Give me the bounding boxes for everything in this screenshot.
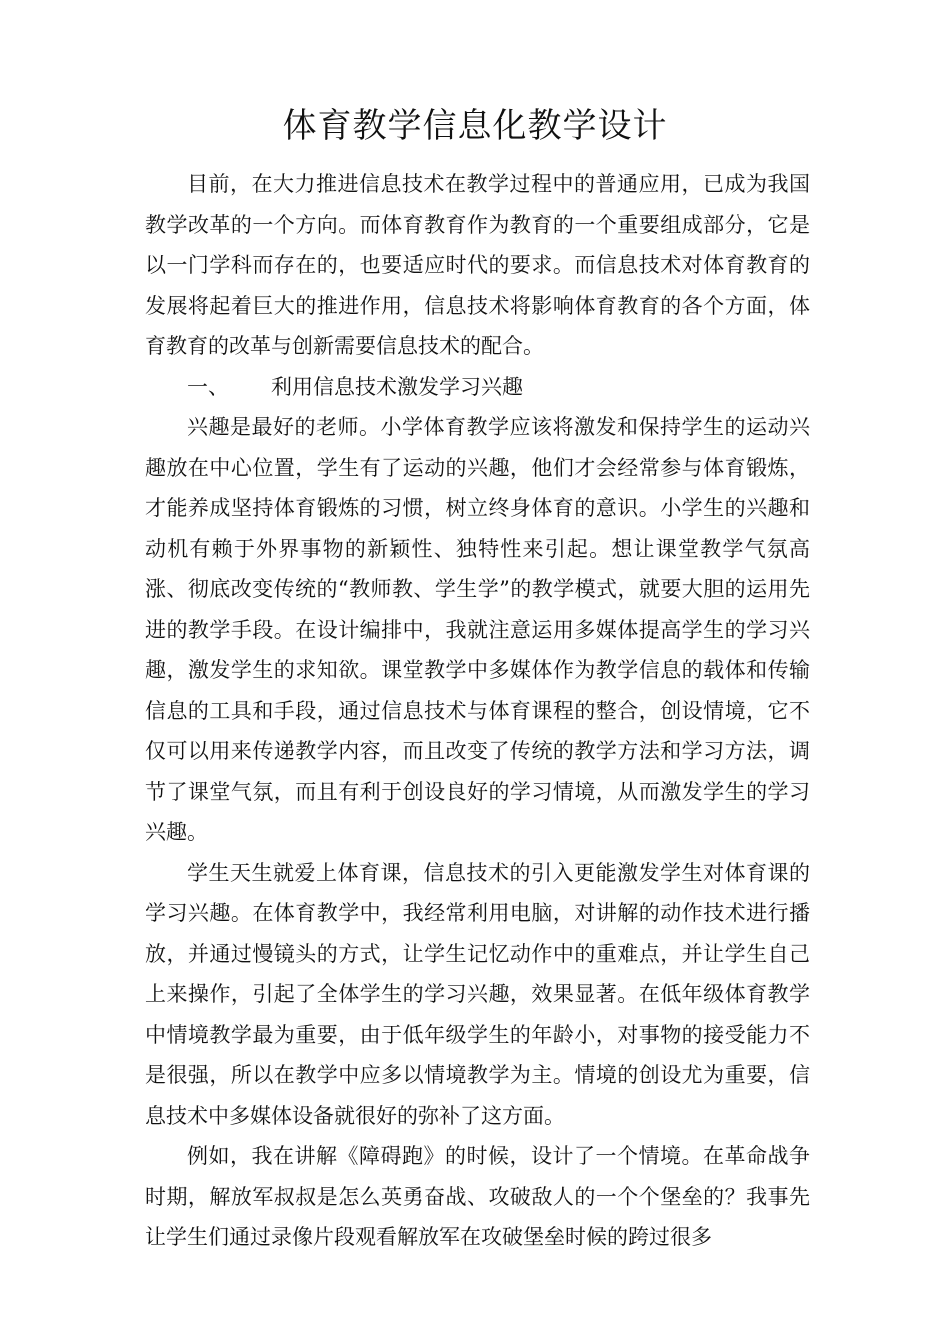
section-heading <box>145 367 810 408</box>
body-paragraph: 例如，我在讲解《障碍跑》的时候，设计了一个情境。在革命战争时期，解放军叔叔是怎么英勇奋战、攻破敌人的一个个堡垒的？我事先让学生们通过录像片段观看解放军在攻破堡垒时候的跨过很多 <box>145 1144 810 1249</box>
document-body <box>145 164 810 1258</box>
body-paragraph: 兴趣是最好的老师。小学体育教学应该将激发和保持学生的运动兴趣放在中心位置，学生有了运动的兴趣，他们才会经常参与体育锻炼，才能养成坚持体育锻炼的习惯，树立终身体育的意识。小学生的兴趣和动机有赖于外界事物的新颖性、独特性来引起。想让课堂教学气氛高涨、彻底改变传统的“教师教、学生学”的教学模式，就要大胆的运用先进的教学手段。在设计编排中，我就注意运用多媒体提高学生的学习兴趣，激发学生的求知欲。课堂教学中多媒体作为教学信息的载体和传输信息的工具和手段，通过信息技术与体育课程的整合，创设情境，它不仅可以用来传递教学内容，而且改变了传统的教学方法和学习方法，调节了课堂气氛，而且有利于创设良好的学习情境，从而激发学生的学习兴趣。 <box>145 415 810 844</box>
section-number: 一、 <box>187 374 229 399</box>
section-title: 利用信息技术激发学习兴趣 <box>271 374 523 399</box>
intro-paragraph: 目前，在大力推进信息技术在教学过程中的普通应用，已成为我国教学改革的一个方向。而体育教育作为教育的一个重要组成部分，它是以一门学科而存在的，也要适应时代的要求。而信息技术对体育教育的发展将起着巨大的推进作用，信息技术将影响体育教育的各个方面，体育教育的改革与创新需要信息技术的配合。 <box>145 172 810 358</box>
document-title: 体育教学信息化教学设计 <box>282 106 668 146</box>
body-paragraph: 学生天生就爱上体育课，信息技术的引入更能激发学生对体育课的学习兴趣。在体育教学中，我经常利用电脑，对讲解的动作技术进行播放，并通过慢镜头的方式，让学生记忆动作中的重难点，并让学生自己上来操作，引起了全体学生的学习兴趣，效果显著。在低年级体育教学中情境教学最为重要，由于低年级学生的年龄小，对事物的接受能力不是很强，所以在教学中应多以情境教学为主。情境的创设尤为重要，信息技术中多媒体设备就很好的弥补了这方面。 <box>145 860 810 1128</box>
